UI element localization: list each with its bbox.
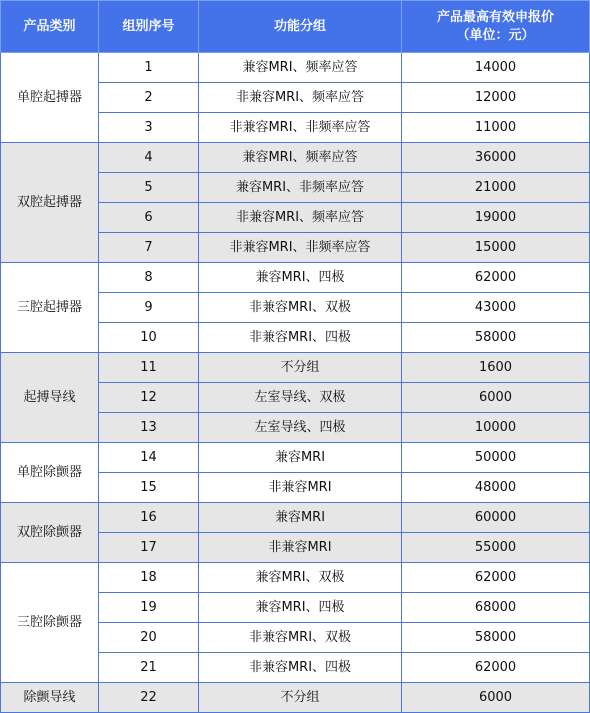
function-cell: 非兼容MRI、非频率应答: [199, 113, 402, 143]
group-no-cell: 2: [99, 83, 199, 113]
price-cell: 11000: [402, 113, 590, 143]
group-no-cell: 13: [99, 413, 199, 443]
price-cell: 62000: [402, 263, 590, 293]
price-cell: 12000: [402, 83, 590, 113]
function-cell: 兼容MRI、频率应答: [199, 53, 402, 83]
function-cell: 非兼容MRI: [199, 473, 402, 503]
category-cell: 三腔除颤器: [1, 563, 99, 683]
category-cell: 单腔起搏器: [1, 53, 99, 143]
price-cell: 10000: [402, 413, 590, 443]
table-row: [1, 143, 590, 173]
table-row: [1, 563, 590, 593]
function-cell: 非兼容MRI、双极: [199, 293, 402, 323]
function-cell: 不分组: [199, 683, 402, 713]
price-cell: 62000: [402, 563, 590, 593]
group-no-cell: 9: [99, 293, 199, 323]
category-cell: 除颤导线: [1, 683, 99, 713]
header-function: 功能分组: [199, 1, 402, 53]
table-row: [1, 263, 590, 293]
table-row: [1, 353, 590, 383]
price-cell: 50000: [402, 443, 590, 473]
function-cell: 兼容MRI、四极: [199, 593, 402, 623]
category-cell: 起搏导线: [1, 353, 99, 443]
function-cell: 非兼容MRI、四极: [199, 323, 402, 353]
group-no-cell: 22: [99, 683, 199, 713]
category-cell: 双腔起搏器: [1, 143, 99, 263]
price-cell: 58000: [402, 323, 590, 353]
category-cell: 双腔除颤器: [1, 503, 99, 563]
price-cell: 6000: [402, 383, 590, 413]
function-cell: 兼容MRI: [199, 443, 402, 473]
header-price-unit: （单位：元）: [456, 27, 535, 43]
price-cell: 62000: [402, 653, 590, 683]
group-no-cell: 10: [99, 323, 199, 353]
function-cell: 兼容MRI: [199, 503, 402, 533]
price-cell: 68000: [402, 593, 590, 623]
function-cell: 兼容MRI、非频率应答: [199, 173, 402, 203]
group-no-cell: 3: [99, 113, 199, 143]
price-cell: 14000: [402, 53, 590, 83]
price-cell: 58000: [402, 623, 590, 653]
function-cell: 左室导线、双极: [199, 383, 402, 413]
group-no-cell: 15: [99, 473, 199, 503]
group-no-cell: 11: [99, 353, 199, 383]
price-cell: 1600: [402, 353, 590, 383]
group-no-cell: 1: [99, 53, 199, 83]
group-no-cell: 5: [99, 173, 199, 203]
group-no-cell: 14: [99, 443, 199, 473]
price-cell: 60000: [402, 503, 590, 533]
group-no-cell: 18: [99, 563, 199, 593]
price-cell: 55000: [402, 533, 590, 563]
group-no-cell: 17: [99, 533, 199, 563]
function-cell: 非兼容MRI、四极: [199, 653, 402, 683]
group-no-cell: 19: [99, 593, 199, 623]
table-row: [1, 53, 590, 83]
header-category: 产品类别: [1, 1, 99, 53]
table-row: [1, 443, 590, 473]
group-no-cell: 7: [99, 233, 199, 263]
function-cell: 兼容MRI、频率应答: [199, 143, 402, 173]
header-row: [1, 1, 590, 53]
group-no-cell: 20: [99, 623, 199, 653]
group-no-cell: 6: [99, 203, 199, 233]
price-cell: 15000: [402, 233, 590, 263]
group-no-cell: 16: [99, 503, 199, 533]
price-cell: 48000: [402, 473, 590, 503]
header-group-no: 组别序号: [99, 1, 199, 53]
table-row: [1, 683, 590, 713]
category-cell: 三腔起搏器: [1, 263, 99, 353]
category-cell: 单腔除颤器: [1, 443, 99, 503]
price-cell: 36000: [402, 143, 590, 173]
price-cell: 19000: [402, 203, 590, 233]
price-cell: 43000: [402, 293, 590, 323]
price-cell: 6000: [402, 683, 590, 713]
function-cell: 非兼容MRI、双极: [199, 623, 402, 653]
function-cell: 不分组: [199, 353, 402, 383]
group-no-cell: 21: [99, 653, 199, 683]
function-cell: 非兼容MRI: [199, 533, 402, 563]
function-cell: 左室导线、四极: [199, 413, 402, 443]
function-cell: 非兼容MRI、非频率应答: [199, 233, 402, 263]
price-cell: 21000: [402, 173, 590, 203]
group-no-cell: 8: [99, 263, 199, 293]
function-cell: 兼容MRI、四极: [199, 263, 402, 293]
function-cell: 非兼容MRI、频率应答: [199, 203, 402, 233]
header-price-title: 产品最高有效申报价: [436, 9, 554, 25]
header-price: [402, 1, 590, 53]
table-row: [1, 503, 590, 533]
group-no-cell: 12: [99, 383, 199, 413]
function-cell: 非兼容MRI、频率应答: [199, 83, 402, 113]
function-cell: 兼容MRI、双极: [199, 563, 402, 593]
group-no-cell: 4: [99, 143, 199, 173]
